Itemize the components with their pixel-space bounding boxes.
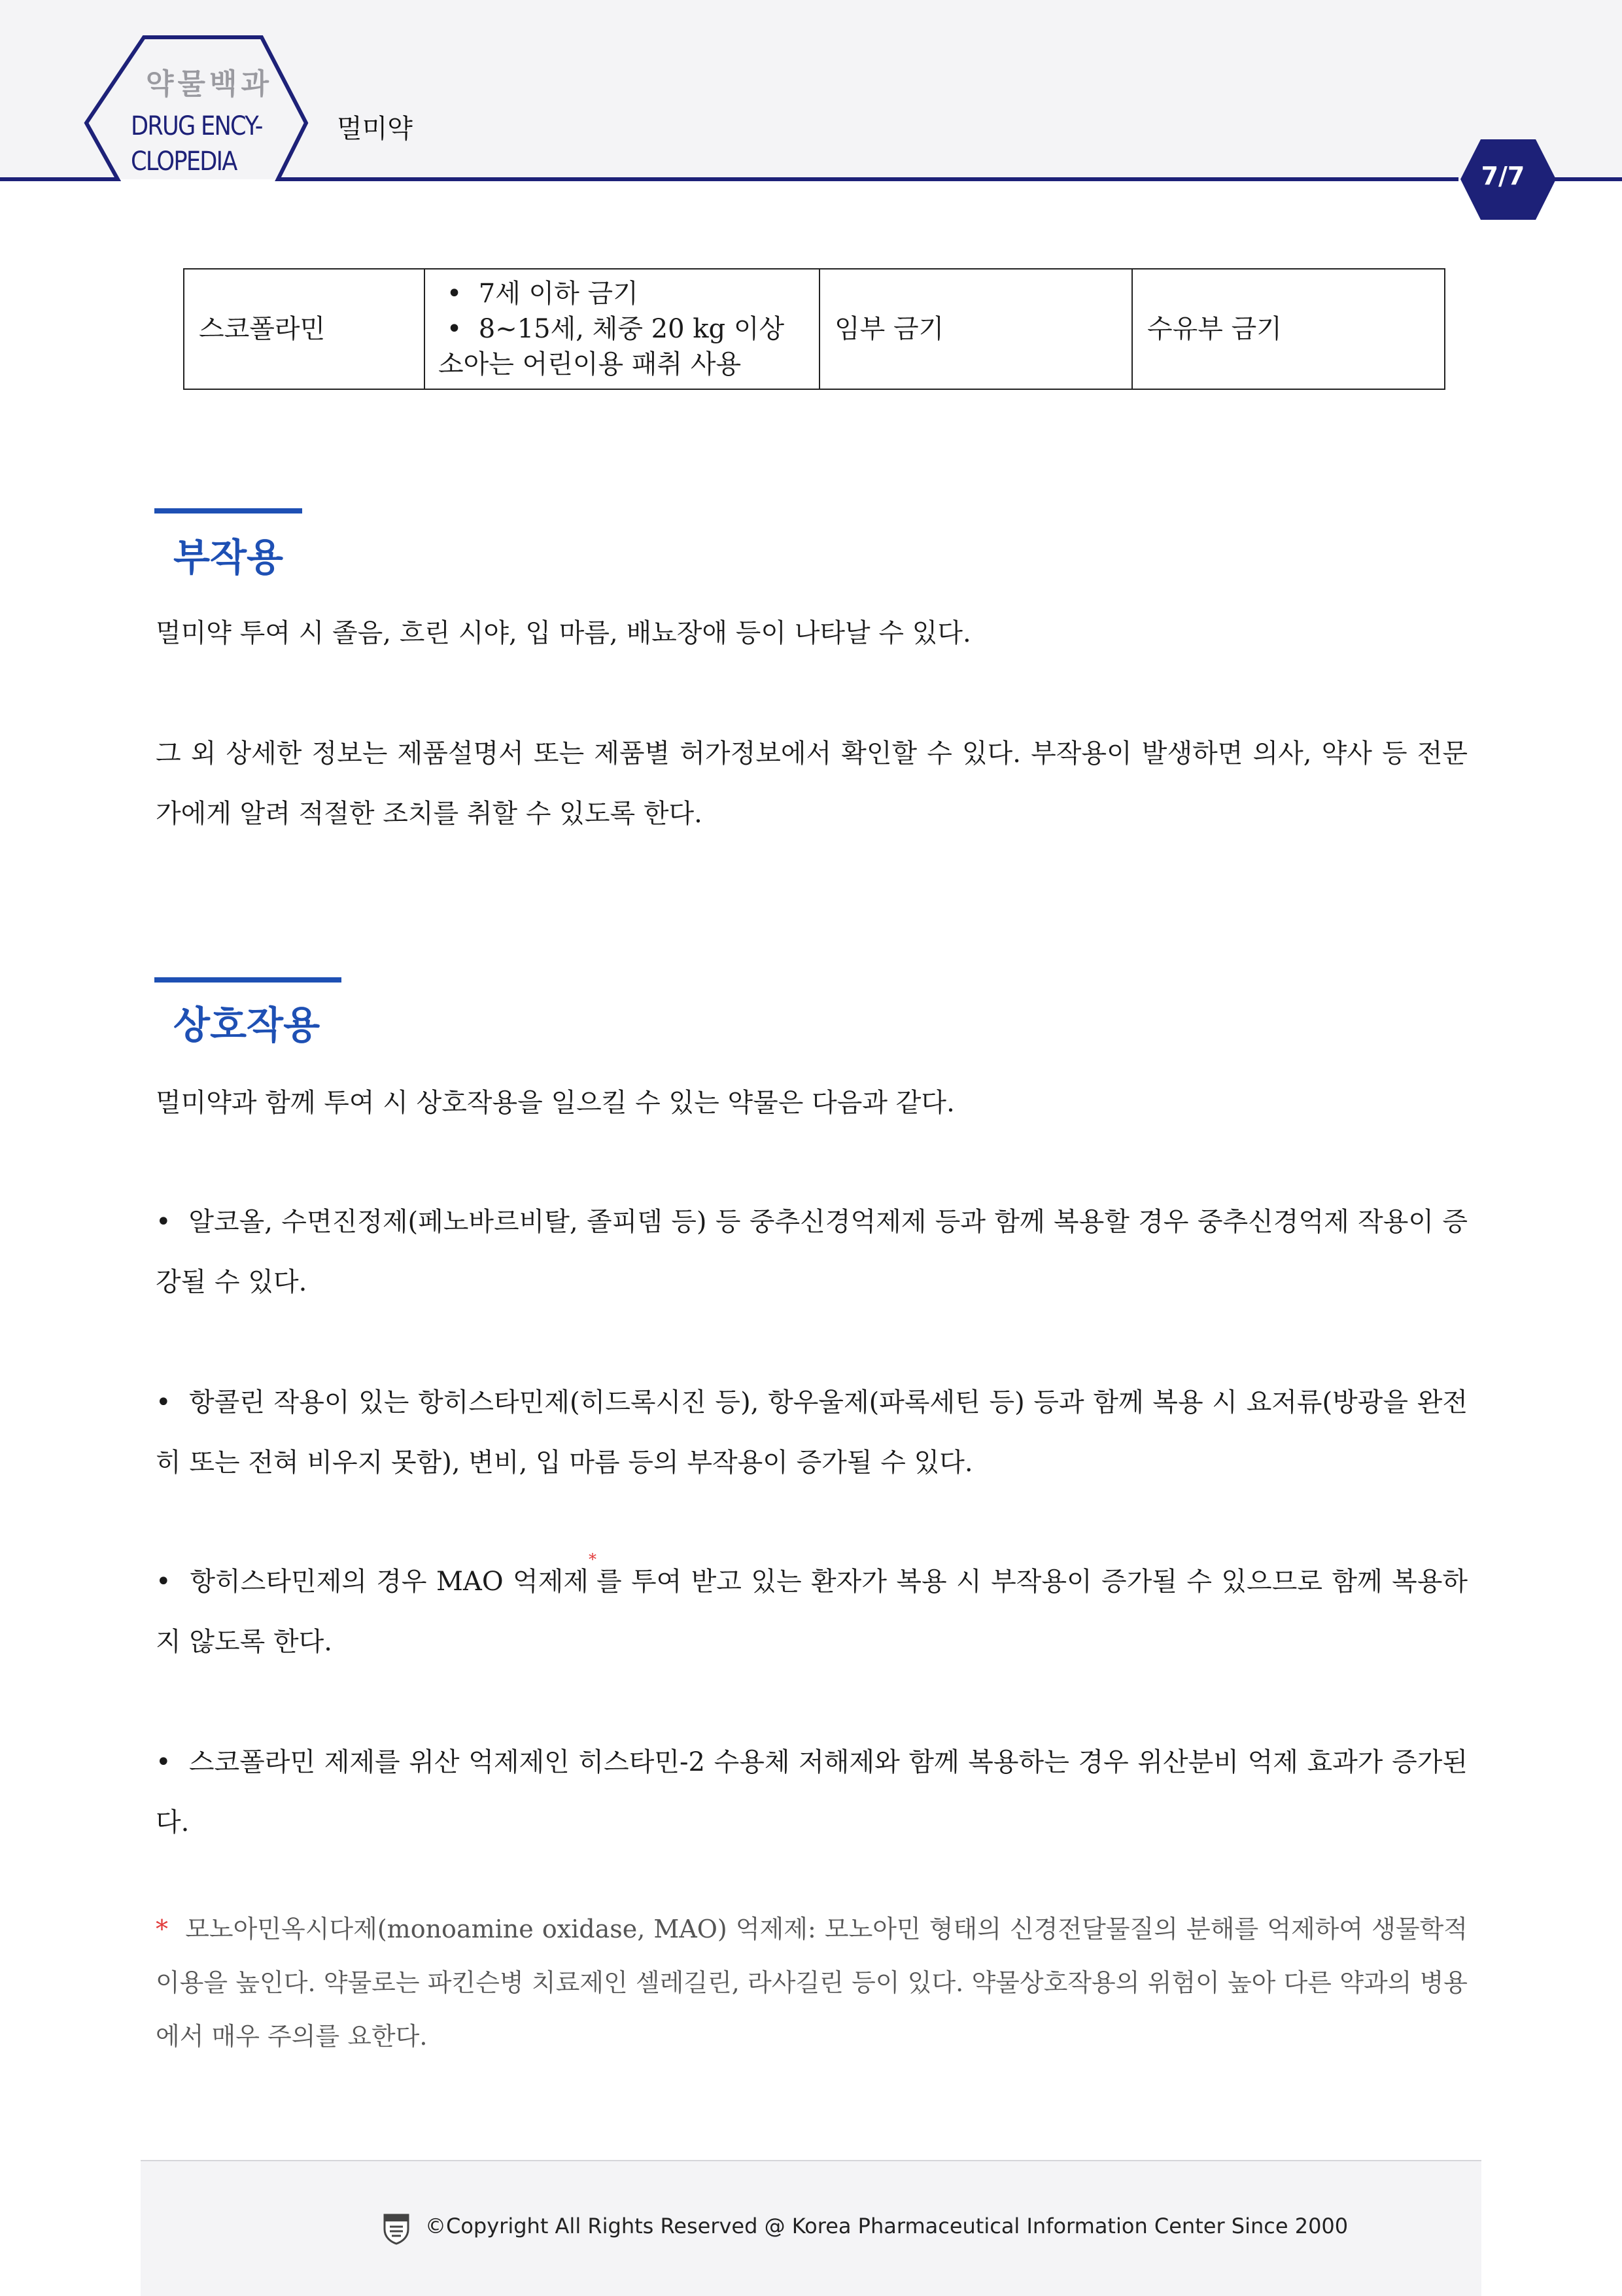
- logo-english-line1: DRUG ENCY-: [131, 111, 262, 141]
- footnote-star: *: [156, 1915, 168, 1943]
- lactation-cell: 수유부 금기: [1132, 269, 1445, 389]
- footnote-text: 모노아민옥시다제(monoamine oxidase, MAO) 억제제: 모노아민 형태의 신경전달물질의 분해를 억제하여 생물학적 이용을 높인다. 약물로는 파킨슨병 치료제인 셀레길린, 라사길린 등이 있다. 약물상호작용의 위험이 높아 다른 약과의 병용에서 매우 주의를 요한다.: [156, 1915, 1468, 2051]
- interaction-item-3: • 항히스타민제의 경우 MAO 억제제*를 투여 받고 있는 환자가 복용 시 부작용이 증가될 수 있으므로 함께 복용하지 않도록 한다.: [156, 1550, 1468, 1657]
- document-title: 멀미약: [337, 114, 413, 144]
- interaction-item-2: • 항콜린 작용이 있는 항히스타민제(히드록시진 등), 항우울제(파록세틴 등) 등과 함께 복용 시 요저류(방광을 완전히 또는 전혀 비우지 못함), 변비, 입 마름 등의 부작용이 증가될 수 있다.: [156, 1387, 1468, 1478]
- footnote: [156, 1902, 1468, 2063]
- side-effects-heading: 부작용: [173, 535, 284, 580]
- children-cell: [424, 269, 820, 389]
- side-effects-paragraph-2: 그 외 상세한 정보는 제품설명서 또는 제품별 허가정보에서 확인할 수 있다. 부작용이 발생하면 의사, 약사 등 전문가에게 알려 적절한 조치를 취할 수 있도록 한다.: [156, 739, 1468, 829]
- contraindication-table: [183, 268, 1445, 390]
- interactions-heading-bar: [154, 977, 341, 983]
- interactions-intro: 멀미약과 함께 투여 시 상호작용을 일으킬 수 있는 약물은 다음과 같다.: [156, 1088, 955, 1118]
- footer: [141, 2160, 1481, 2296]
- side-effects-heading-bar: [154, 508, 302, 513]
- logo-korean: 약물백과: [145, 67, 273, 101]
- logo-english: [131, 109, 262, 179]
- interaction-item-4: • 스코폴라민 제제를 위산 억제제인 히스타민-2 수용체 저해제와 함께 복용하는 경우 위산분비 억제 효과가 증가된다.: [156, 1747, 1468, 1837]
- children-bullet-2: • 8~15세, 체중 20 kg 이상 소아는 어린이용 패취 사용: [438, 314, 785, 379]
- children-bullet-1: • 7세 이하 금기: [438, 279, 638, 309]
- table-row: [184, 269, 1445, 389]
- shield-crest-icon: [383, 2212, 410, 2245]
- interaction-item-1: • 알코올, 수면진정제(페노바르비탈, 졸피뎀 등) 등 중추신경억제제 등과 함께 복용할 경우 중추신경억제 작용이 증강될 수 있다.: [156, 1207, 1468, 1297]
- page-indicator: 7/7: [1481, 162, 1525, 190]
- logo-english-line2: CLOPEDIA: [131, 147, 237, 177]
- drug-cell: 스코폴라민: [184, 269, 424, 389]
- pregnancy-cell: 임부 금기: [820, 269, 1132, 389]
- interactions-heading: 상호작용: [173, 1003, 320, 1047]
- footnote-marker: *: [588, 1550, 596, 1569]
- side-effects-paragraph-1: 멀미약 투여 시 졸음, 흐린 시야, 입 마름, 배뇨장애 등이 나타날 수 있다.: [156, 618, 971, 648]
- copyright-text: ©Copyright All Rights Reserved @ Korea Pharmaceutical Information Center Since 2000: [425, 2214, 1349, 2238]
